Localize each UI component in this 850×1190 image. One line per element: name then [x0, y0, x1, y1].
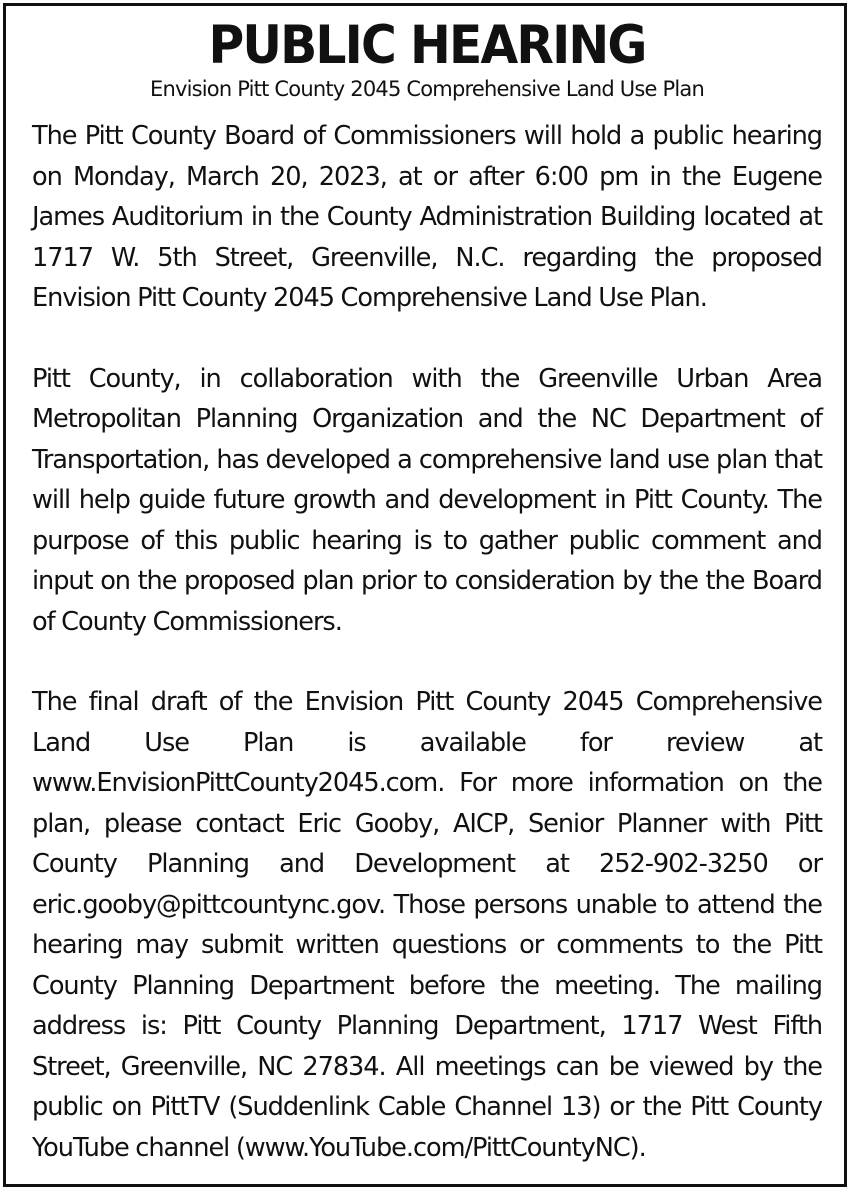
plan-purpose-paragraph: Pitt County, in collaboration with the Greenville Urban Area Metropolitan Planning Organization and the NC Department of Transportation, has developed a comprehensive land use plan that will help guide future growth and development in Pitt County. The purpose of this public hearing is to gather public comment and input on the proposed plan prior to consideration by the the Board of County Commissioners. [32, 363, 822, 637]
notice-title: PUBLIC HEARING [208, 15, 646, 76]
public-hearing-notice [3, 3, 847, 1187]
notice-subtitle: Envision Pitt County 2045 Comprehensive Land Use Plan [149, 77, 704, 101]
notice-body [32, 116, 822, 1168]
hearing-details-paragraph: The Pitt County Board of Commissioners will hold a public hearing on Monday, March 20, 2023, at or after 6:00 pm in the Eugene James Auditorium in the County Administration Building located at 1717 W. 5th Street, Greenville, N.C. regarding the proposed Envision Pitt County 2045 Comprehensive Land Use Plan. [32, 121, 822, 313]
contact-info-paragraph: The final draft of the Envision Pitt County 2045 Comprehensive Land Use Plan is available for review at www.EnvisionPittCounty2045.com. For more information on the plan, please contact Eric Gooby, AICP, Senior Planner with Pitt County Planning and Development at 252-902-3250 or eric.gooby@pittcountync.gov. Those persons unable to attend the hearing may submit written questions or comments to the Pitt County Planning Department before the meeting. The mailing address is: Pitt County Planning Department, 1717 West Fifth Street, Greenville, NC 27834. All meetings can be viewed by the public on PittTV (Suddenlink Cable Channel 13) or the Pitt County YouTube channel (www.YouTube.com/PittCountyNC). [32, 687, 822, 1163]
